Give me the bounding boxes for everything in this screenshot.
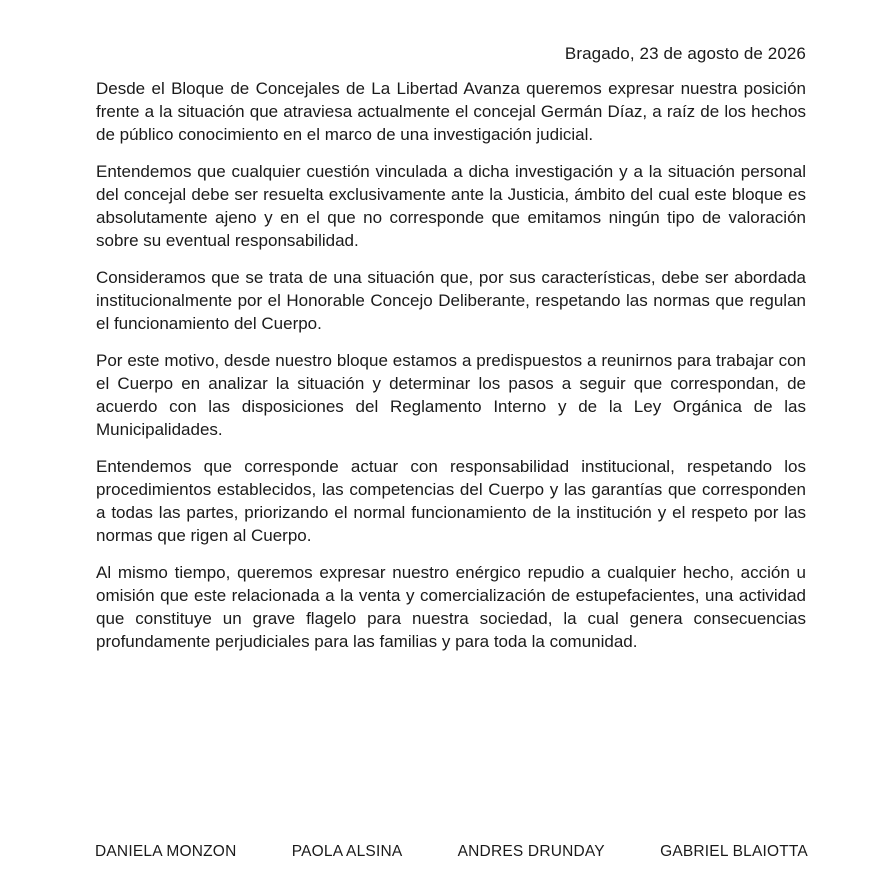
signature-block [95, 842, 808, 862]
paragraph-3: Consideramos que se trata de una situación que, por sus características, debe ser abordada institucionalmente por el Honorable Concejo Deliberante, respetando las normas que regulan el funcionamiento del Cuerpo. [96, 268, 806, 333]
signatory-name: PAOLA ALSINA [291, 843, 403, 860]
paragraph-4: Por este motivo, desde nuestro bloque estamos a predispuestos a reunirnos para trabajar con el Cuerpo en analizar la situación y determinar los pasos a seguir que correspondan, de acuerdo con las disposiciones del Reglamento Interno y de la Ley Orgánica de las Municipalidades. [96, 351, 806, 439]
paragraph-5: Entendemos que corresponde actuar con responsabilidad institucional, respetando los procedimientos establecidos, las competencias del Cuerpo y las garantías que corresponden a todas las partes, priorizando el normal funcionamiento de la institución y el respeto por las normas que rigen al Cuerpo. [96, 457, 806, 545]
signatory-name: DANIELA MONZON [95, 843, 237, 860]
paragraph-1: Desde el Bloque de Concejales de La Libertad Avanza queremos expresar nuestra posición frente a la situación que atraviesa actualmente el concejal Germán Díaz, a raíz de los hechos de público conocimiento en el marco de una investigación judicial. [96, 79, 806, 144]
dateline: Bragado, 23 de agosto de 2026 [564, 44, 806, 63]
signatory-name: GABRIEL BLAIOTTA [660, 843, 808, 860]
paragraph-6: Al mismo tiempo, queremos expresar nuestro enérgico repudio a cualquier hecho, acción u omisión que este relacionada a la venta y comercialización de estupefacientes, una actividad que constituye un grave flagelo para nuestra sociedad, la cual genera consecuencias profundamente perjudiciales para las familias y para toda la comunidad. [96, 563, 806, 651]
paragraph-2: Entendemos que cualquier cuestión vinculada a dicha investigación y a la situación personal del concejal debe ser resuelta exclusivamente ante la Justicia, ámbito del cual este bloque es absolutamente ajeno y en el que no corresponde que emitamos ningún tipo de valoración sobre su eventual responsabilidad. [96, 162, 806, 250]
signatory-name: ANDRES DRUNDAY [457, 843, 605, 860]
statement-body [96, 77, 806, 667]
